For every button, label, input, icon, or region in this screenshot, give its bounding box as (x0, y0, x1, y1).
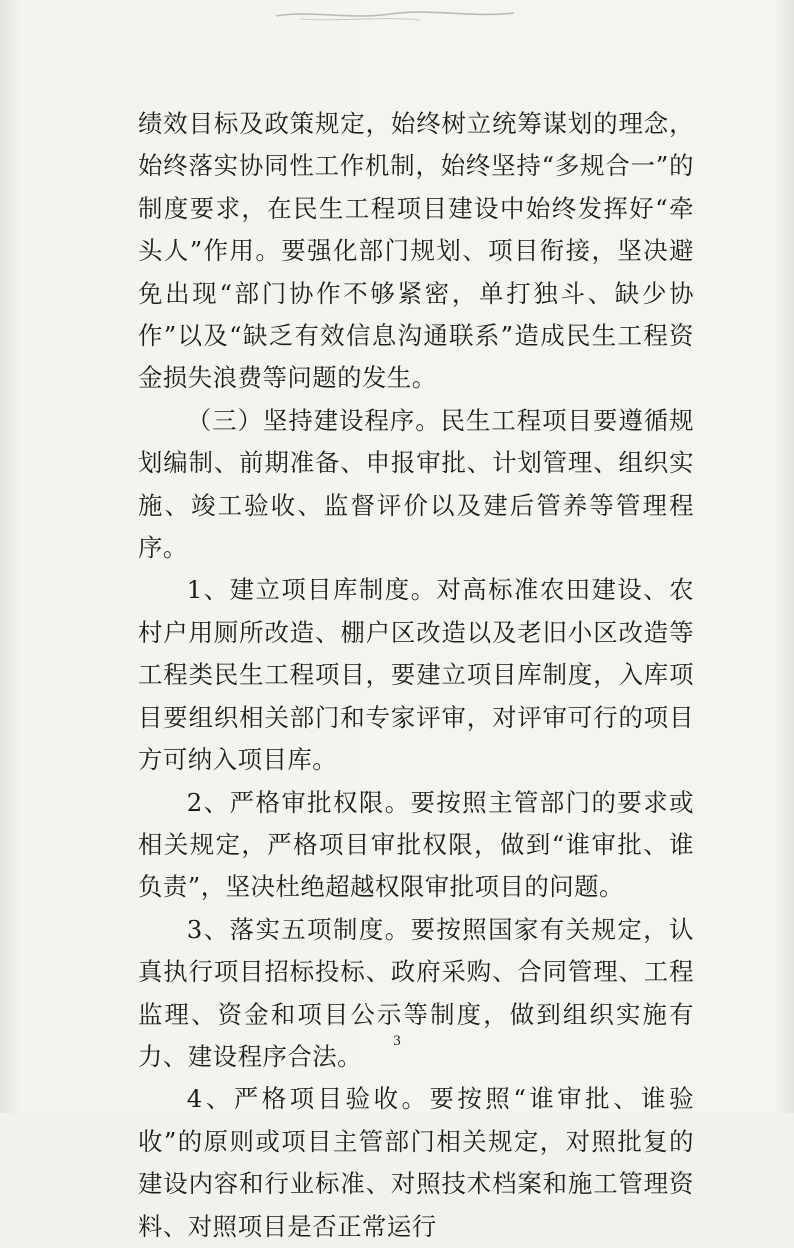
paragraph-item-4: 4、严格项目验收。要按照“谁审批、谁验收”的原则或项目主管部门相关规定，对照批复的建设内容和行业标准、对照技术档案和施工管理资料、对照项目是否正常运行 (138, 1084, 694, 1241)
scan-smudge-mark (270, 4, 520, 26)
paragraph-section-three: （三）坚持建设程序。民生工程项目要遵循规划编制、前期准备、申报审批、计划管理、组织实施、竣工验收、监督评价以及建后管养等管理程序。 (138, 405, 694, 563)
paragraph-item-2: 2、严格审批权限。要按照主管部门的要求或相关规定，严格项目审批权限，做到“谁审批、谁负责”，坚决杜绝超越权限审批项目的问题。 (138, 787, 694, 902)
paragraph-item-3: 3、落实五项制度。要按照国家有关规定，认真执行项目招标投标、政府采购、合同管理、工程监理、资金和项目公示等制度，做到组织实施有力、建设程序合法。 (138, 914, 694, 1071)
page-number: 3 (393, 1033, 401, 1049)
paragraph-item-1: 1、建立项目库制度。对高标准农田建设、农村户用厕所改造、棚户区改造以及老旧小区改造等工程类民生工程项目，要建立项目库制度，入库项目要组织相关部门和专家评审，对评审可行的项目方可纳入项目库。 (138, 575, 694, 775)
paragraph-continuation: 绩效目标及政策规定，始终树立统筹谋划的理念，始终落实协同性工作机制，始终坚持“多规合一”的制度要求，在民生工程项目建设中始终发挥好“牵头人”作用。要强化部门规划、项目衔接，坚决避免出现“部门协作不够紧密，单打独斗、缺少协作”以及“缺乏有效信息沟通联系”造成民生工程资金损失浪费等问题的发生。 (138, 109, 694, 393)
body-text (138, 103, 694, 1248)
